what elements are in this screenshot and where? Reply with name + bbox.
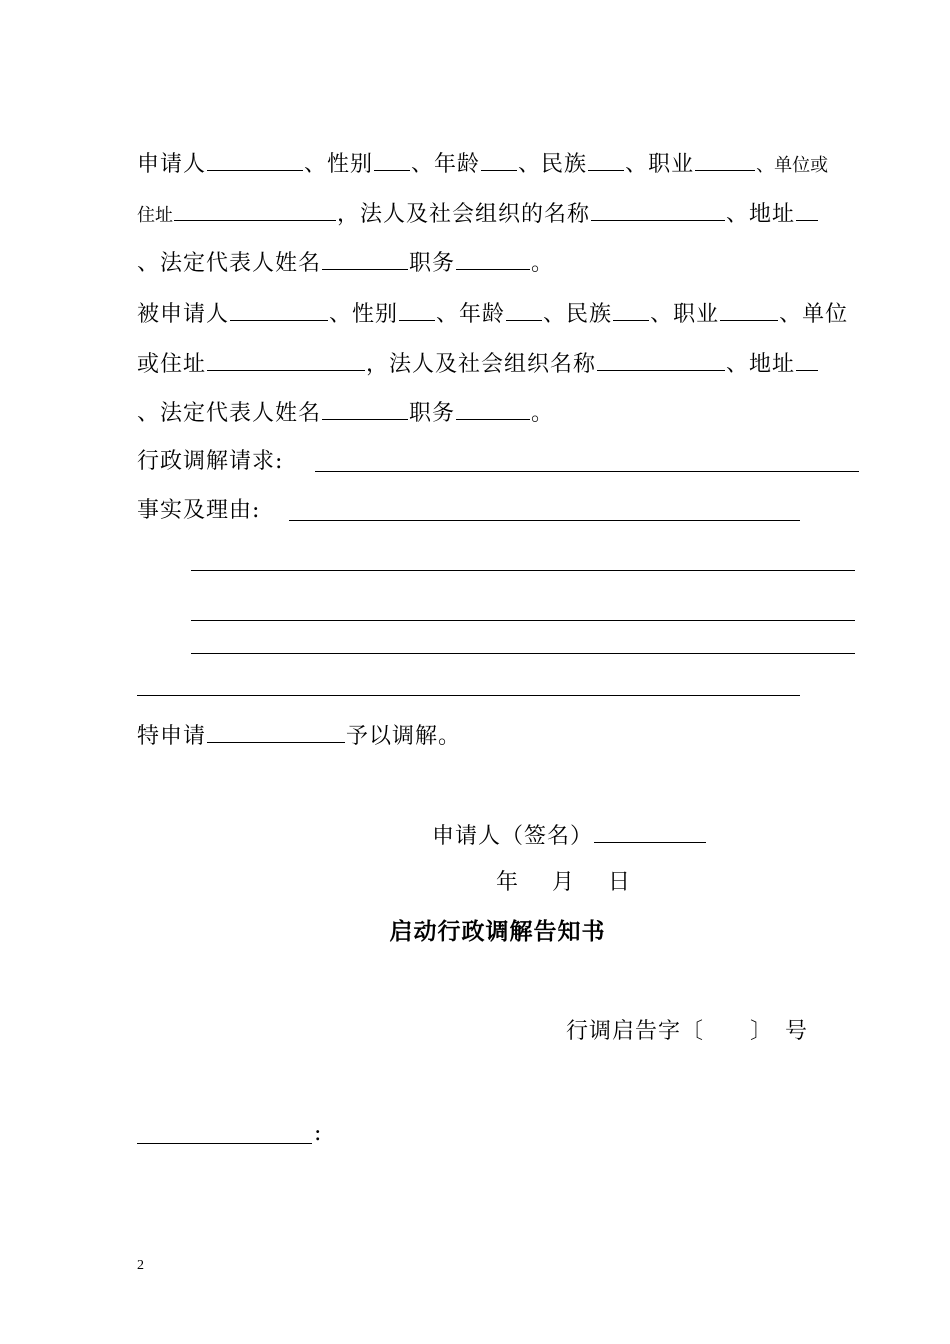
occupation-blank[interactable]: [720, 296, 778, 321]
apply-suffix: 予以调解。: [346, 724, 462, 749]
ethnicity-label: 、民族: [543, 302, 613, 327]
ethnicity-label: 、民族: [518, 152, 588, 177]
notice-title: 启动行政调解告知书: [389, 918, 606, 945]
respondent-name-blank[interactable]: [230, 296, 328, 321]
rep-name-blank[interactable]: [322, 395, 408, 420]
age-blank[interactable]: [481, 146, 517, 171]
address-label: 住址: [137, 205, 173, 226]
age-label: 、年龄: [411, 152, 481, 177]
address-blank[interactable]: [207, 346, 365, 371]
apply-prefix: 特申请: [137, 724, 207, 749]
applicant-name-blank[interactable]: [207, 146, 303, 171]
facts-blank-1[interactable]: [289, 520, 800, 521]
unit-label: 、单位: [779, 302, 849, 327]
age-label: 、年龄: [436, 302, 506, 327]
period: 。: [531, 251, 555, 276]
occupation-blank[interactable]: [695, 146, 755, 171]
position-blank[interactable]: [456, 245, 530, 270]
gender-blank[interactable]: [374, 146, 410, 171]
facts-label: 事实及理由:: [137, 498, 261, 523]
facts-blank-3[interactable]: [191, 620, 855, 621]
signature-line: [432, 818, 732, 850]
facts-blank-5[interactable]: [137, 695, 800, 696]
date-line: 年 月 日: [496, 870, 637, 895]
occupation-label: 、职业: [625, 152, 695, 177]
ethnicity-blank[interactable]: [588, 146, 624, 171]
respondent-label: 被申请人: [137, 302, 230, 327]
recipient-blank[interactable]: [137, 1143, 312, 1144]
org-address-label: 、地址: [726, 352, 796, 377]
org-name-blank[interactable]: [597, 346, 725, 371]
request-blank[interactable]: [315, 471, 859, 472]
rep-name-label: 、法定代表人姓名: [137, 251, 322, 276]
request-line: [137, 446, 859, 478]
age-blank[interactable]: [506, 296, 542, 321]
facts-blank-2[interactable]: [191, 570, 855, 571]
position-label: 职务: [409, 401, 456, 426]
address-blank[interactable]: [174, 196, 336, 221]
respondent-line-2: [137, 346, 859, 378]
applicant-line-2: [137, 196, 859, 228]
respondent-line-1: [137, 296, 859, 328]
org-name-blank[interactable]: [591, 196, 725, 221]
apply-blank[interactable]: [207, 718, 345, 743]
applicant-label: 申请人: [137, 152, 207, 177]
applicant-line-1: [137, 146, 859, 178]
position-label: 职务: [409, 251, 456, 276]
org-name-label: ，法人及社会组织名称: [366, 352, 597, 377]
page-number: 2: [137, 1258, 144, 1273]
doc-number: 行调启告字〔 〕 号: [566, 1019, 809, 1044]
unit-label: 、单位或: [756, 155, 829, 176]
ethnicity-blank[interactable]: [613, 296, 649, 321]
period: 。: [531, 401, 555, 426]
org-address-blank[interactable]: [796, 196, 818, 221]
applicant-line-3: [137, 245, 859, 277]
gender-label: 、性别: [304, 152, 374, 177]
rep-name-label: 、法定代表人姓名: [137, 401, 322, 426]
gender-label: 、性别: [329, 302, 399, 327]
org-address-label: 、地址: [726, 202, 796, 227]
occupation-label: 、职业: [650, 302, 720, 327]
respondent-line-3: [137, 395, 859, 427]
org-name-label: ，法人及社会组织的名称: [337, 202, 591, 227]
rep-name-blank[interactable]: [322, 245, 408, 270]
position-blank[interactable]: [456, 395, 530, 420]
recipient-colon: :: [314, 1121, 323, 1146]
request-label: 行政调解请求:: [137, 449, 284, 474]
address-label: 或住址: [137, 352, 207, 377]
facts-line: [137, 495, 859, 527]
gender-blank[interactable]: [399, 296, 435, 321]
signature-blank[interactable]: [594, 818, 706, 843]
facts-blank-4[interactable]: [191, 653, 855, 654]
org-address-blank[interactable]: [796, 346, 818, 371]
signature-label: 申请人（签名）: [432, 824, 594, 849]
apply-line: [137, 718, 859, 750]
